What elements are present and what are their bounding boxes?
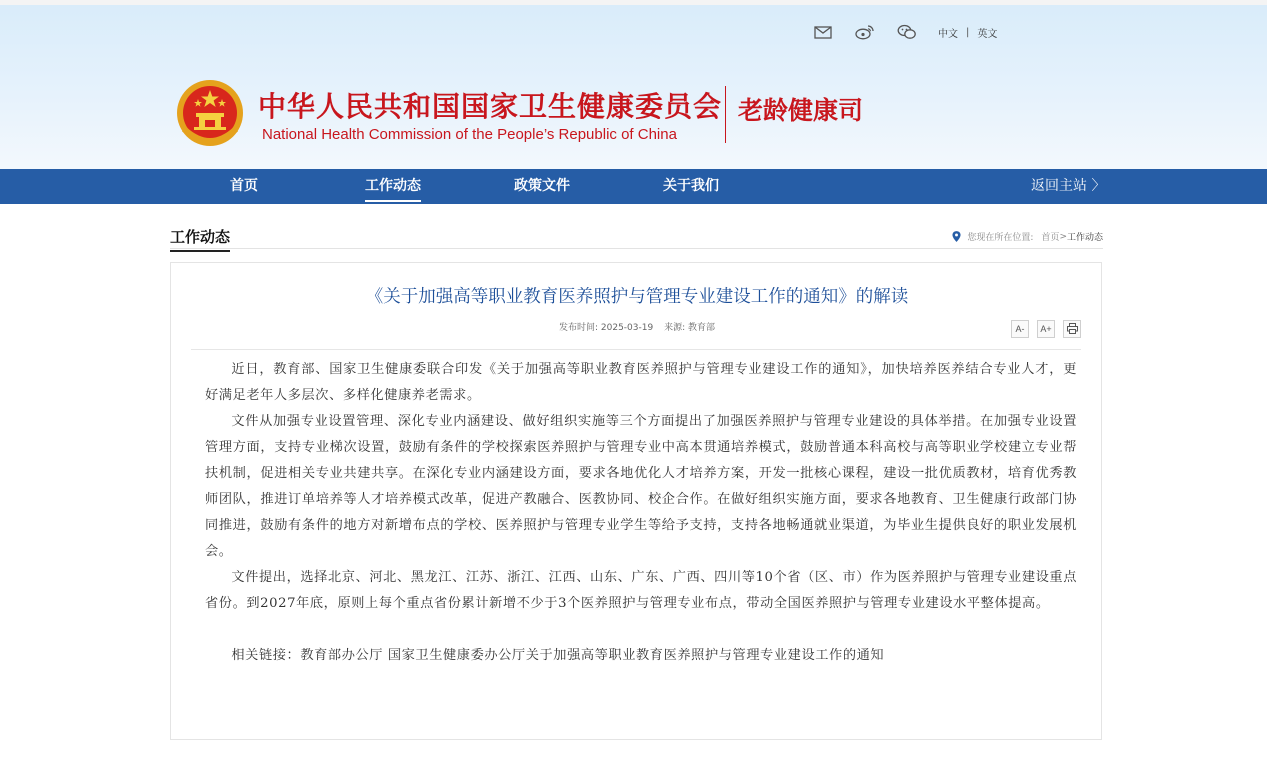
- top-links: [812, 22, 997, 42]
- breadcrumb-separator: >: [1059, 231, 1067, 242]
- lang-separator: |: [966, 26, 970, 38]
- breadcrumb-current: 工作动态: [1066, 233, 1103, 243]
- main-nav: [0, 169, 1267, 204]
- article-paragraph: 文件从加强专业设置管理、深化专业内涵建设、做好组织实施等三个方面提出了加强医养照护与管理专业建设的具体举措。在加强专业设置管理方面，支持专业梯次设置，鼓励有条件的学校探索医养照护与管理专业中高本贯通培养模式，鼓励普通本科高校与高等职业学校建立专业帮扶机制，促进相关专业共建共享。在深化专业内涵建设方面，要求各地优化人才培养方案，开发一批核心课程，建设一批优质教材，培育优秀教师团队，推进订单培养等人才培养模式改革，促进产教融合、医教协同、校企合作。在做好组织实施方面，要求各地教育、卫生健康行政部门协同推进，鼓励有条件的地方对新增布点的学校、医养照护与管理专业学生等给予支持，支持各地畅通就业渠道，为毕业生提供良好的职业发展机会。: [205, 414, 1077, 559]
- font-increase-button[interactable]: A+: [1037, 320, 1055, 338]
- wechat-icon[interactable]: [896, 23, 918, 41]
- header-banner: [0, 0, 1267, 169]
- article-container: [170, 262, 1102, 740]
- department-name: 老龄健康司: [738, 96, 864, 125]
- location-pin-icon: [952, 231, 961, 242]
- related-links: [205, 643, 1077, 669]
- article-meta: [171, 320, 1103, 333]
- article-paragraph: 近日，教育部、国家卫生健康委联合印发《关于加强高等职业教育医养照护与管理专业建设工作的通知》，加快培养医养结合专业人才，更好满足老年人多层次、多样化健康养老需求。: [205, 362, 1077, 403]
- article-body: [205, 357, 1077, 669]
- org-name-english: National Health Commission of the People’s Republic of China: [262, 126, 677, 143]
- section-title: 工作动态: [170, 226, 230, 252]
- nav-work-news[interactable]: 工作动态: [365, 169, 421, 204]
- article-title: 《关于加强高等职业教育医养照护与管理专业建设工作的通知》的解读: [365, 287, 909, 307]
- title-divider: [191, 349, 1081, 350]
- national-emblem-logo: [174, 75, 246, 153]
- related-links-label: 相关链接：: [231, 648, 301, 663]
- related-link[interactable]: 教育部办公厅 国家卫生健康委办公厅关于加强高等职业教育医养照护与管理专业建设工作的通知: [300, 648, 885, 663]
- publish-time: 发布时间: 2025-03-19: [559, 323, 654, 333]
- lang-chinese-link[interactable]: 中文: [938, 28, 958, 40]
- article-paragraph: 文件提出，选择北京、河北、黑龙江、江苏、浙江、江西、山东、广东、广西、四川等10个省（区、市）作为医养照护与管理专业建设重点省份。到2027年底，原则上每个重点省份累计新增不少于3个医养照护与管理专业布点，带动全国医养照护与管理专业建设水平整体提高。: [205, 570, 1077, 611]
- breadcrumb: [952, 230, 1103, 243]
- nav-policy-docs[interactable]: 政策文件: [514, 178, 570, 194]
- breadcrumb-home-link[interactable]: 首页: [1041, 233, 1060, 243]
- article-source: 来源: 教育部: [664, 323, 715, 333]
- header-divider: [725, 86, 726, 143]
- nav-home[interactable]: 首页: [230, 178, 258, 194]
- breadcrumb-prefix: 您现在所在位置:: [967, 233, 1034, 243]
- mail-icon[interactable]: [812, 23, 834, 41]
- section-header: [170, 226, 1103, 249]
- article-tools: [1003, 320, 1081, 338]
- font-decrease-button[interactable]: A-: [1011, 320, 1029, 338]
- org-name-chinese: 中华人民共和国国家卫生健康委员会: [258, 90, 723, 123]
- print-icon: [1067, 323, 1078, 334]
- nav-about-us[interactable]: 关于我们: [663, 178, 719, 194]
- print-button[interactable]: [1063, 320, 1081, 338]
- lang-english-link[interactable]: 英文: [977, 28, 998, 40]
- weibo-icon[interactable]: [854, 23, 876, 41]
- back-to-main-site-link[interactable]: 返回主站 〉: [1031, 178, 1106, 194]
